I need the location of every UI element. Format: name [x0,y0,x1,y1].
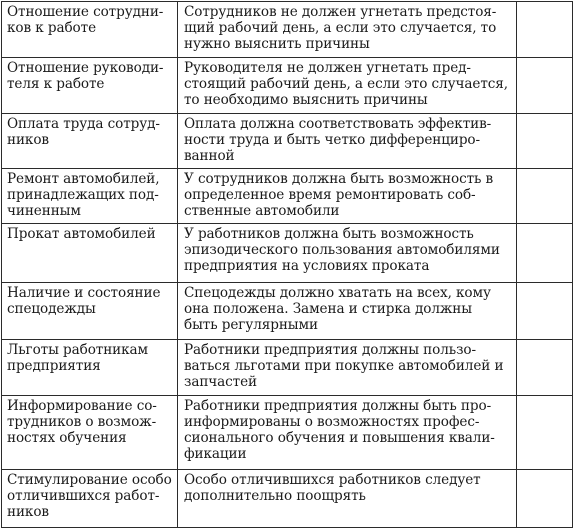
empty-cell [517,224,573,283]
requirement-line: она положена. Замена и стирка должны [184,301,472,317]
factor-line: принадлежащих под- [7,187,159,203]
factor-line: чиненным [7,203,81,219]
requirement-cell [178,224,517,283]
requirement-line: ваться льготами при покупке автомобилей и [184,358,504,374]
factor-line: ников [7,132,49,148]
requirement-line: сионального обучения и повышения квали- [184,430,495,446]
requirement-line: Сотрудников не должен угнетать предстоя- [184,4,497,20]
table-row [2,283,573,340]
factor-cell [2,169,178,224]
factor-cell [2,340,178,396]
requirement-cell [178,340,517,396]
requirement-line: Спецодежды должно хватать на всех, кому [184,285,491,301]
empty-cell [517,470,573,528]
table-row [2,340,573,396]
factor-line: Наличие и состояние [7,285,161,301]
empty-cell [517,283,573,340]
empty-cell [517,169,573,224]
empty-cell [517,2,573,58]
requirement-cell [178,283,517,340]
requirement-line: Работники предприятия должны пользо- [184,342,476,358]
requirement-line: Особо отличившихся работников следует [184,472,481,488]
factor-line: ков к работе [7,20,97,36]
factor-line: Оплата труда сотруд- [7,116,160,132]
requirement-line: дополнительно поощрять [184,488,366,504]
factor-line: ников [7,504,49,520]
requirement-line: то необходимо выяснить причины [184,92,428,108]
factor-cell [2,224,178,283]
requirements-table [1,1,573,528]
factor-line: Отношение сотрудни- [7,4,164,20]
empty-cell [517,58,573,114]
factor-line: Льготы работникам [7,342,149,358]
requirement-line: Оплата должна соответствовать эффектив- [184,116,492,132]
requirement-line: ванной [184,148,235,164]
table-row [2,114,573,169]
requirement-line: У сотрудников должна быть возможность в [184,171,494,187]
table-row [2,2,573,58]
factor-line: Ремонт автомобилей, [7,171,160,187]
empty-cell [517,114,573,169]
factor-line: Стимулирование особо [7,472,172,488]
factor-cell [2,2,178,58]
requirement-line: фикации [184,446,247,462]
requirement-line: щий рабочий день, а если это случается, то [184,20,497,36]
factor-line: ностях обучения [7,430,127,446]
requirement-cell [178,396,517,470]
requirement-line: ственные автомобили [184,203,340,219]
requirement-line: эпизодического пользования автомобилями [184,242,500,258]
empty-cell [517,396,573,470]
empty-cell [517,340,573,396]
table-row [2,224,573,283]
factor-line: Отношение руководи- [7,60,164,76]
requirement-line: Руководителя не должен угнетать пред- [184,60,471,76]
requirement-line: предприятия на условиях проката [184,258,430,274]
requirement-line: нужно выяснить причины [184,36,370,52]
factor-line: отличившихся работ- [7,488,160,504]
requirement-cell [178,114,517,169]
factor-cell [2,470,178,528]
factor-cell [2,58,178,114]
requirement-line: определенное время ремонтировать соб- [184,187,476,203]
factor-line: предприятия [7,358,101,374]
factor-line: Информирование со- [7,398,157,414]
requirement-line: запчастей [184,374,258,390]
requirement-cell [178,169,517,224]
table-row [2,169,573,224]
requirement-line: У работников должна быть возможность [184,226,474,242]
factor-cell [2,396,178,470]
requirement-cell [178,2,517,58]
factor-cell [2,114,178,169]
table-row [2,58,573,114]
requirement-cell [178,470,517,528]
table-body [2,2,573,528]
requirement-line: стоящий рабочий день, а если это случается, [184,76,508,92]
requirement-line: ности труда и быть четко дифференциро- [184,132,480,148]
requirement-line: Работники предприятия должны быть про- [184,398,492,414]
factor-line: теля к работе [7,76,105,92]
requirement-line: информированы о возможностях профес- [184,414,480,430]
table-row [2,396,573,470]
factor-cell [2,283,178,340]
requirement-line: быть регулярными [184,317,318,333]
factor-line: Прокат автомобилей [7,226,156,242]
factor-line: трудников о возмож- [7,414,157,430]
factor-line: спецодежды [7,301,96,317]
table-row [2,470,573,528]
requirement-cell [178,58,517,114]
